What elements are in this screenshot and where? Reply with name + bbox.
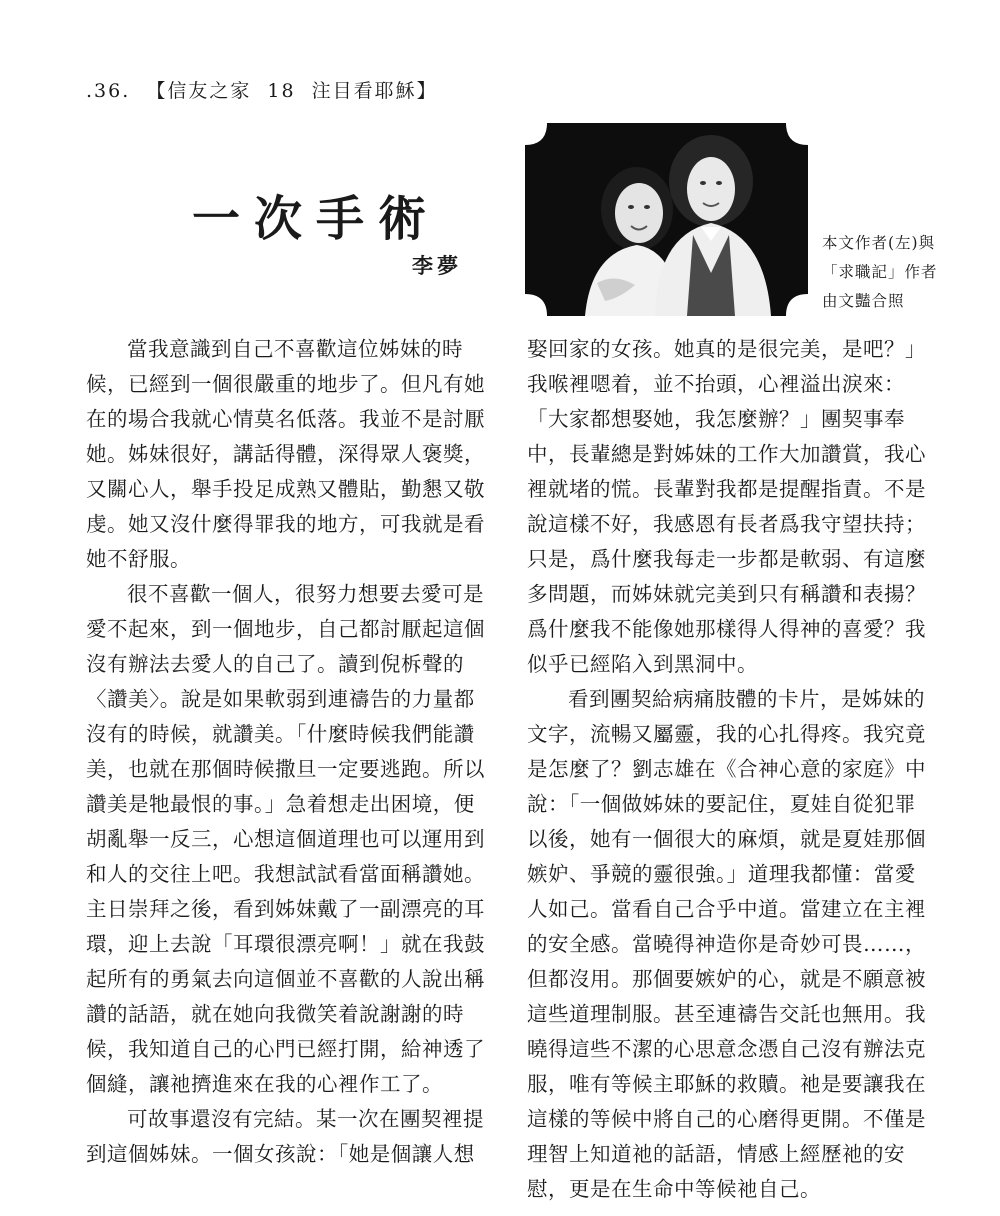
body-column-right — [527, 332, 935, 1207]
section-title: 【信友之家 18 注目看耶穌】 — [146, 80, 438, 102]
caption-line: 由文豔合照 — [822, 292, 905, 310]
body-column-left — [86, 332, 494, 1172]
body-paragraph: 看到團契給病痛肢體的卡片，是姊妹的文字，流暢又屬靈，我的心扎得疼。我究竟是怎麼了？劉志雄在《合神心意的家庭》中說：「一個做姊妹的要記住，夏娃自從犯罪以後，她有一個很大的麻煩，就是夏娃那個嫉妒、爭競的靈很強。」道理我都懂：當愛人如己。當看自己合乎中道。當建立在主裡的安全感。當曉得神造你是奇妙可畏……，但都沒用。那個要嫉妒的心，就是不願意被這些道理制服。甚至連禱告交託也無用。我曉得這些不潔的心思意念憑自己沒有辦法克服，唯有等候主耶穌的救贖。祂是要讓我在這樣的等候中將自己的心磨得更開。不僅是理智上知道祂的話語，情感上經歷祂的安慰，更是在生命中等候祂自己。 — [527, 687, 926, 1201]
author-photo — [525, 123, 808, 316]
article-title: 一次手術 — [192, 191, 441, 247]
body-paragraph-continued: 娶回家的女孩。她真的是很完美，是吧？」我喉裡嗯着，並不抬頭，心裡溢出淚來：「大家都想娶她，我怎麼辦？」團契事奉中，長輩總是對姊妹的工作大加讚賞，我心裡就堵的慌。長輩對我都是提醒指責。不是說這樣不好，我感恩有長者爲我守望扶持；只是，爲什麼我每走一步都是軟弱、有這麼多問題，而姊妹就完美到只有稱讚和表揚？爲什麼我不能像她那樣得人得神的喜愛？我似乎已經陷入到黑洞中。 — [527, 337, 926, 676]
body-paragraph: 很不喜歡一個人，很努力想要去愛可是愛不起來，到一個地步，自己都討厭起這個沒有辦法去愛人的自己了。讀到倪柝聲的〈讚美〉。說是如果軟弱到連禱告的力量都沒有的時候，就讚美。「什麼時候我們能讚美，也就在那個時候撒旦一定要逃跑。所以讚美是牠最恨的事。」急着想走出困境，便胡亂舉一反三，心想這個道理也可以運用到和人的交往上吧。我想試試看當面稱讚她。主日崇拜之後，看到姊妹戴了一副漂亮的耳環，迎上去說「耳環很漂亮啊！」就在我鼓起所有的勇氣去向這個並不喜歡的人說出稱讚的話語，就在她向我微笑着說謝謝的時候，我知道自己的心門已經打開，給神透了個縫，讓祂擠進來在我的心裡作工了。 — [86, 582, 485, 1096]
page-number: .36. — [86, 80, 131, 102]
body-paragraph: 可故事還沒有完結。某一次在團契裡提到這個姊妹。一個女孩說：「她是個讓人想 — [86, 1107, 484, 1166]
photo-caption — [822, 229, 938, 316]
article-author: 李夢 — [412, 253, 462, 278]
body-paragraph: 當我意識到自己不喜歡這位姊妹的時候，已經到一個很嚴重的地步了。但凡有她在的場合我就心情莫名低落。我並不是討厭她。姊妹很好，講話得體，深得眾人褒獎，又關心人，舉手投足成熟又體貼，勤懇又敬虔。她又沒什麼得罪我的地方，可我就是看她不舒服。 — [86, 337, 485, 571]
page-header — [86, 76, 438, 103]
caption-line: 「求職記」作者 — [822, 263, 938, 281]
caption-line: 本文作者(左)與 — [822, 234, 936, 252]
